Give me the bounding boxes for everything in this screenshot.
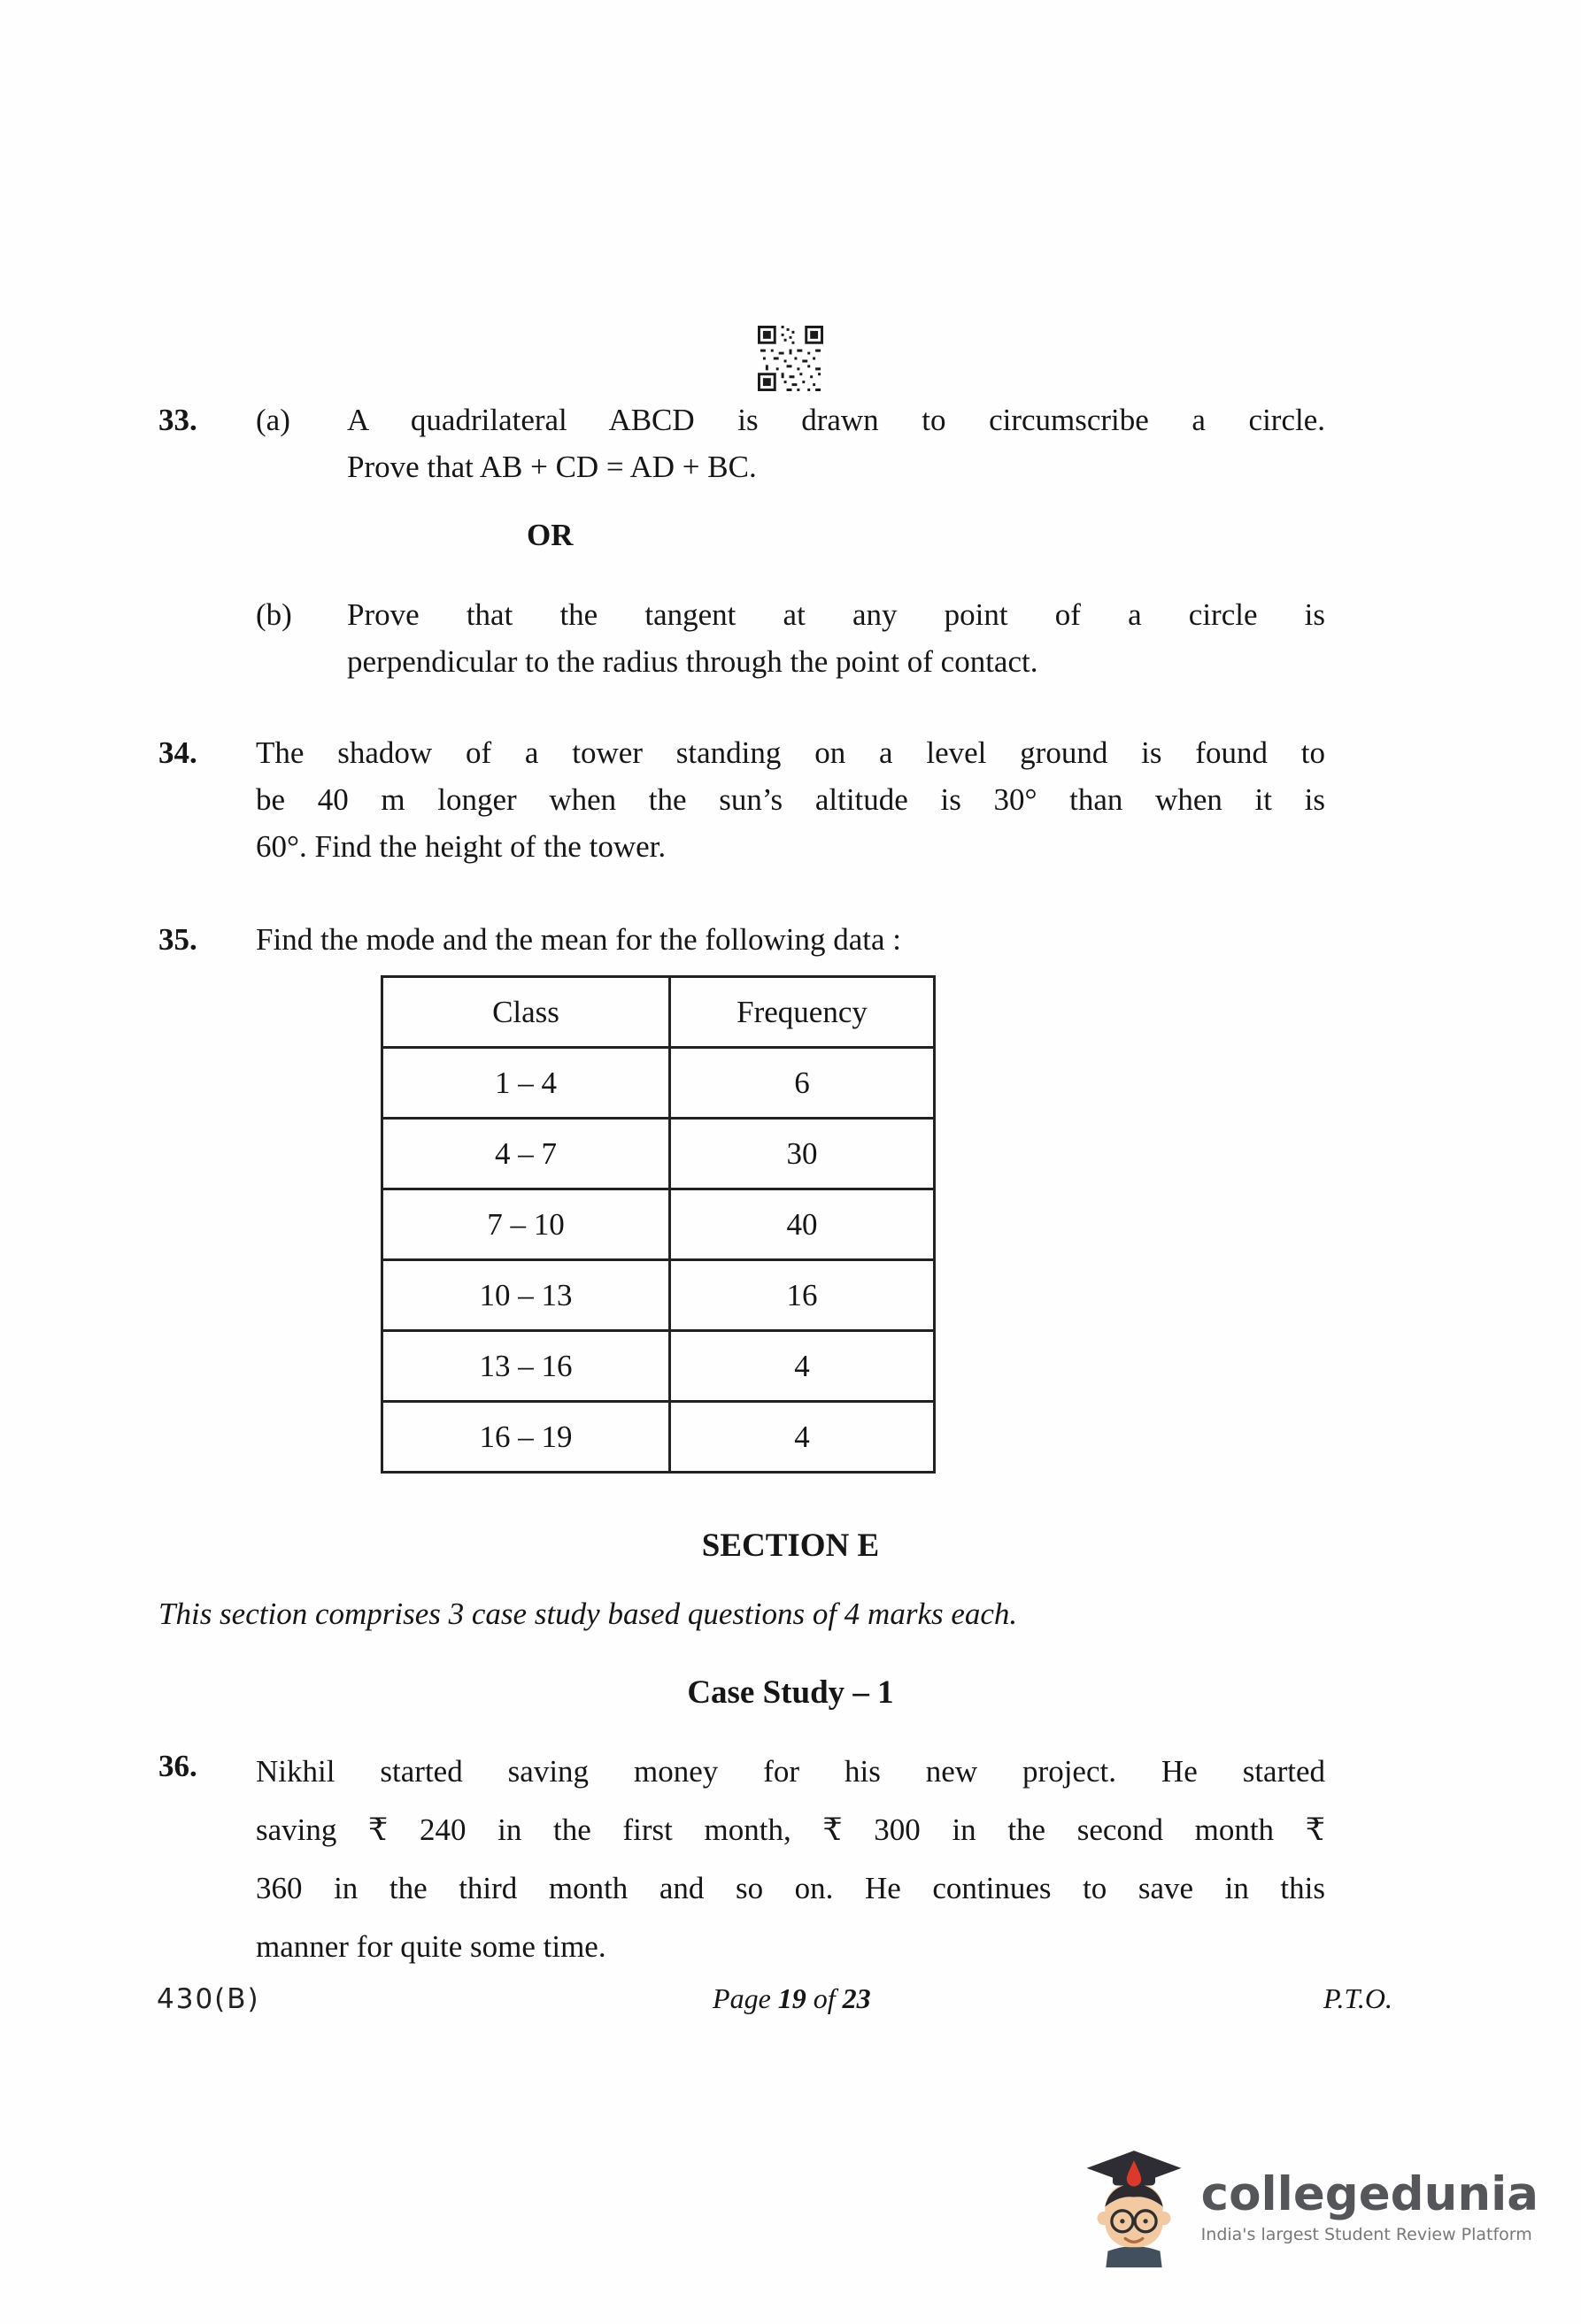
table-row — [382, 1402, 935, 1473]
frequency-table — [381, 975, 936, 1474]
col-header-frequency: Frequency — [670, 977, 935, 1048]
brand-name: collegedunia — [1200, 2167, 1539, 2222]
table-row — [382, 1119, 935, 1189]
spacer — [158, 591, 256, 685]
question-36 — [158, 1743, 1325, 1976]
table-row — [382, 1331, 935, 1402]
text-line: saving ₹ 240 in the first month, ₹ 300 in the second month ₹ — [256, 1812, 1325, 1847]
table-header-row — [382, 977, 935, 1048]
case-study-title: Case Study – 1 — [687, 1674, 894, 1711]
or-separator: OR — [527, 518, 574, 552]
page-word: Page — [713, 1982, 771, 2014]
table-row — [382, 1189, 935, 1260]
text-line: 360 in the third month and so on. He continues to save in this — [256, 1871, 1325, 1905]
section-e-title: SECTION E — [701, 1528, 880, 1564]
question-33a — [158, 396, 1325, 490]
cell-frequency: 30 — [670, 1119, 935, 1189]
question-35 — [158, 916, 1325, 963]
question-33b-text — [347, 591, 1325, 685]
text-line: Prove that AB + CD = AD + BC. — [347, 450, 757, 484]
question-36-number: 36. — [158, 1749, 197, 1783]
text-line: The shadow of a tower standing on a level ground is found to — [256, 735, 1325, 770]
collegedunia-logo — [1081, 2145, 1539, 2269]
cell-frequency: 16 — [670, 1260, 935, 1331]
table-row — [382, 1260, 935, 1331]
question-33a-text — [347, 396, 1325, 490]
paper-code: 430(B) — [157, 1983, 260, 2015]
question-35-number: 35. — [158, 922, 197, 957]
question-33-number: 33. — [158, 403, 197, 437]
section-e-note: This section comprises 3 case study based questions of 4 marks each. — [158, 1597, 1018, 1631]
question-36-text — [256, 1743, 1325, 1976]
brand-tagline: India's largest Student Review Platform — [1200, 2224, 1532, 2244]
table-row — [382, 1048, 935, 1119]
text-line: A quadrilateral ABCD is drawn to circumscribe a circle. — [347, 403, 1325, 437]
page-footer — [157, 1982, 1392, 2015]
cell-frequency: 6 — [670, 1048, 935, 1119]
total-pages: 23 — [842, 1982, 871, 2014]
brand-text-block — [1200, 2167, 1539, 2244]
question-35-text: Find the mode and the mean for the following data : — [256, 922, 901, 957]
question-33b — [158, 591, 1325, 685]
text-line: Prove that the tangent at any point of a circle is — [347, 597, 1325, 632]
cell-frequency: 40 — [670, 1189, 935, 1260]
question-33b-label: (b) — [256, 597, 292, 632]
text-line: manner for quite some time. — [256, 1929, 606, 1964]
pto-label: P.T.O. — [1323, 1982, 1392, 2014]
cell-class: 7 – 10 — [382, 1189, 670, 1260]
page-indicator — [713, 1982, 871, 2015]
page-number: 19 — [777, 1982, 806, 2014]
text-line: be 40 m longer when the sun’s altitude is 30° than when it is — [256, 782, 1325, 817]
question-34-number: 34. — [158, 735, 197, 770]
cell-frequency: 4 — [670, 1331, 935, 1402]
cell-class: 1 – 4 — [382, 1048, 670, 1119]
of-word: of — [813, 1982, 836, 2014]
question-34 — [158, 729, 1325, 870]
text-line: Nikhil started saving money for his new project. He started — [256, 1754, 1325, 1789]
mascot-icon — [1081, 2145, 1187, 2269]
cell-class: 10 – 13 — [382, 1260, 670, 1331]
page-content — [158, 396, 1325, 1976]
cell-class: 4 – 7 — [382, 1119, 670, 1189]
qr-code-icon — [758, 326, 823, 391]
text-line: 60°. Find the height of the tower. — [256, 829, 667, 864]
question-34-text — [256, 729, 1325, 870]
col-header-class: Class — [382, 977, 670, 1048]
cell-frequency: 4 — [670, 1402, 935, 1473]
cell-class: 13 – 16 — [382, 1331, 670, 1402]
text-line: perpendicular to the radius through the point of contact. — [347, 644, 1038, 679]
cell-class: 16 – 19 — [382, 1402, 670, 1473]
question-33a-label: (a) — [256, 403, 290, 437]
